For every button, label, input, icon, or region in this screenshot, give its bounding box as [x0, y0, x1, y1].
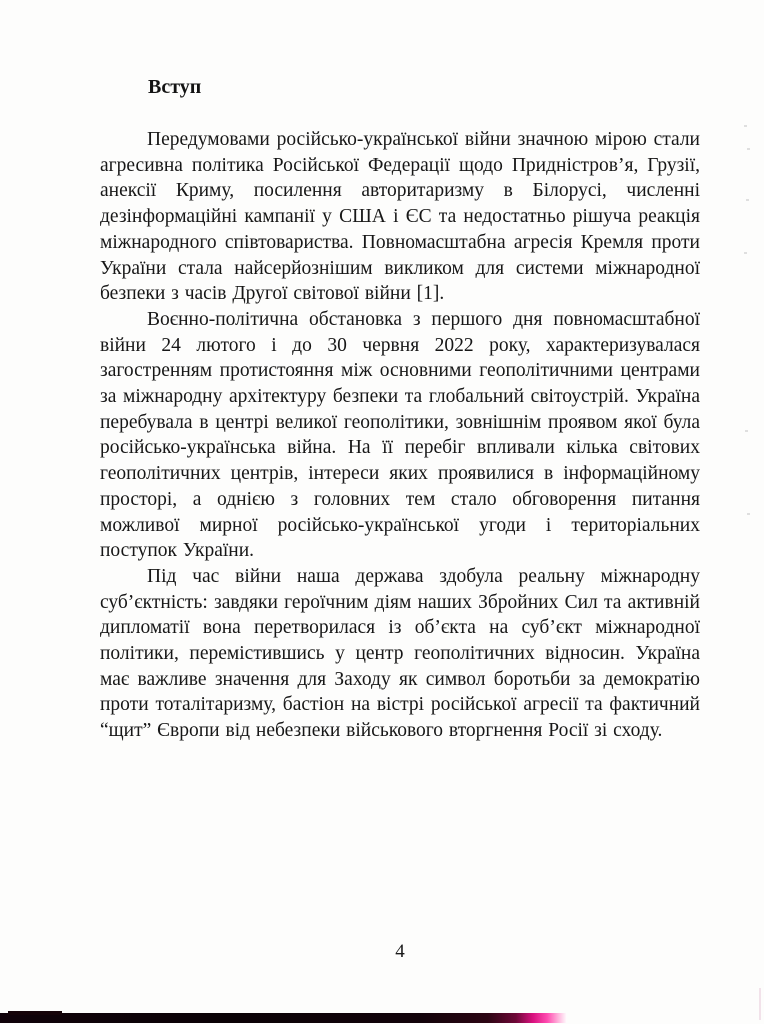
text-block [100, 74, 700, 744]
scan-speckle [746, 199, 749, 201]
section-heading: Вступ [148, 76, 202, 98]
document-body [100, 127, 700, 744]
scan-edge-strip [0, 1013, 567, 1023]
scan-speckle [747, 513, 750, 515]
paragraph-intro-preconditions: Передумовами російсько-української війни значною мірою стали агресивна політика Російської Федерації щодо Придністров’я, Грузії, анексії Криму, посилення авторитаризму в Білорусі, численні дезінформаційні кампанії у США і ЄС та недостатньо рішуча реакція міжнародного співтовариства. Повномасштабна агресія Кремля проти України стала найсерйознішим викликом для системи міжнародної безпеки з часів Другої світової війни [1]. [100, 129, 700, 305]
scan-speckle [744, 125, 747, 127]
scan-edge-sliver [759, 988, 761, 1020]
paragraph-military-political-situation: Воєнно-політична обстановка з першого дня повномасштабної війни 24 лютого і до 30 червня 2022 року, характеризувалася загостренням протистояння між основними геополітичними центрами за міжнародну архітектуру безпеки та глобальний світоустрій. Україна перебувала в центрі великої геополітики, зовнішнім проявом якої була російсько-українська війна. На її перебіг впливали кілька світових геополітичних центрів, інтереси яких проявилися в інформаційному просторі, а однією з головних тем стало обговорення питання можливої мирної російсько-української угоди і територіальних поступок України. [100, 308, 700, 562]
page-number: 4 [395, 941, 405, 962]
scan-speckle [745, 430, 748, 432]
scan-speckle [747, 148, 750, 150]
scan-edge-strip-notch [8, 1011, 62, 1015]
scan-speckle [744, 252, 747, 254]
paragraph-ukraine-subjectness: Під час війни наша держава здобула реальну міжнародну суб’єктність: завдяки героїчним діям наших Збройних Сил та активній дипломатії вона перетворилася із об’єкта на суб’єкт міжнародної політики, перемістившись у центр геополітичних відносин. Україна має важливе значення для Заходу як символ боротьби за демократію проти тоталітаризму, бастіон на вістрі російської агресії та фактичний “щит” Європи від небезпеки військового вторгнення Росії зі сходу. [100, 565, 700, 742]
